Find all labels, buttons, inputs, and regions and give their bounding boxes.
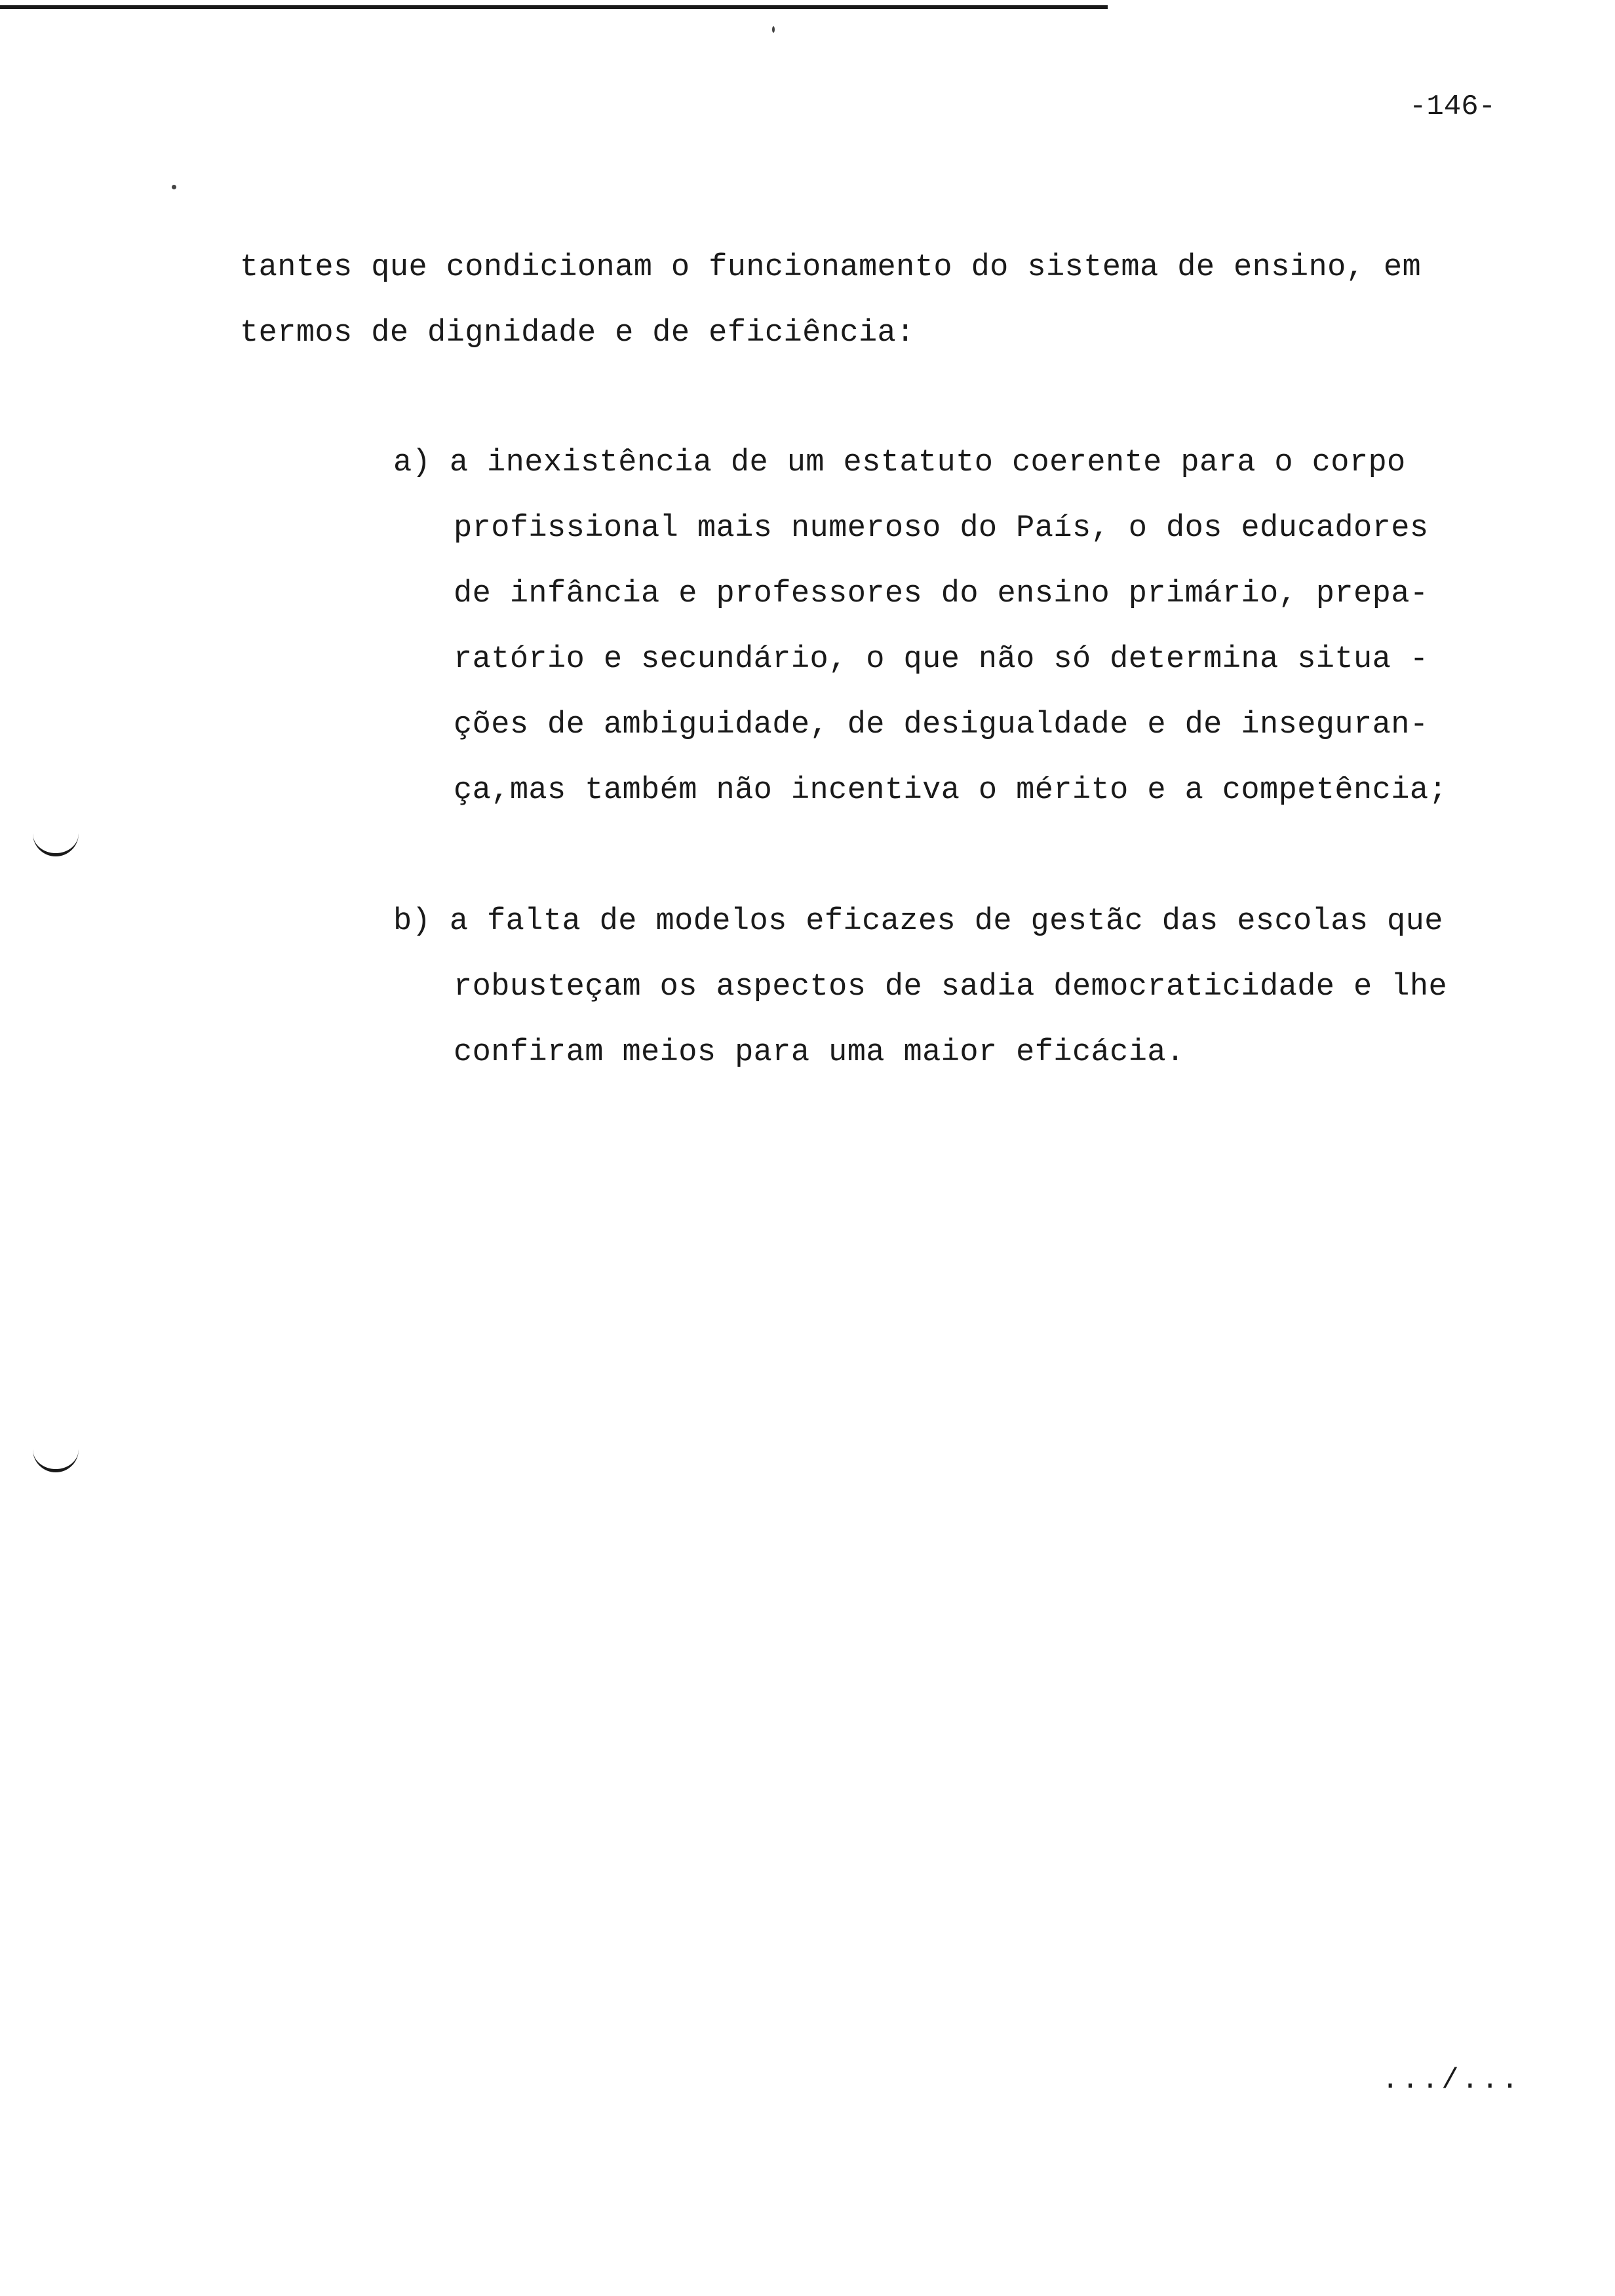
- item-a-line-1: a) a inexistência de um estatuto coerente para o corpo: [393, 446, 1406, 480]
- intro-line-1: tantes que condicionam o funcionamento do sistema de ensino, em: [240, 250, 1422, 285]
- scan-speck: [172, 185, 176, 189]
- continuation-mark: .../...: [1382, 2064, 1521, 2097]
- binder-hole-mark-upper: [33, 827, 79, 856]
- item-b-line-1: b) a falta de modelos eficazes de gestãc das escolas que: [393, 904, 1443, 939]
- item-a-line-6: ça,mas também não incentiva o mérito e a competência;: [454, 773, 1448, 808]
- top-rule: [0, 5, 1108, 9]
- item-b-line-2: robusteçam os aspectos de sadia democraticidade e lhe: [454, 970, 1448, 1004]
- item-a-line-5: ções de ambiguidade, de desigualdade e de inseguran-: [454, 708, 1429, 742]
- scan-speck: [772, 26, 775, 33]
- item-b-line-3: confiram meios para uma maior eficácia.: [454, 1035, 1185, 1070]
- item-a-line-4: ratório e secundário, o que não só determina situa -: [454, 642, 1429, 677]
- item-a-line-3: de infância e professores do ensino primário, prepa-: [454, 577, 1429, 611]
- item-a-line-2: profissional mais numeroso do País, o dos educadores: [454, 511, 1429, 546]
- page-number: -146-: [1409, 90, 1496, 123]
- intro-line-2: termos de dignidade e de eficiência:: [240, 316, 915, 351]
- binder-hole-mark-lower: [33, 1443, 79, 1472]
